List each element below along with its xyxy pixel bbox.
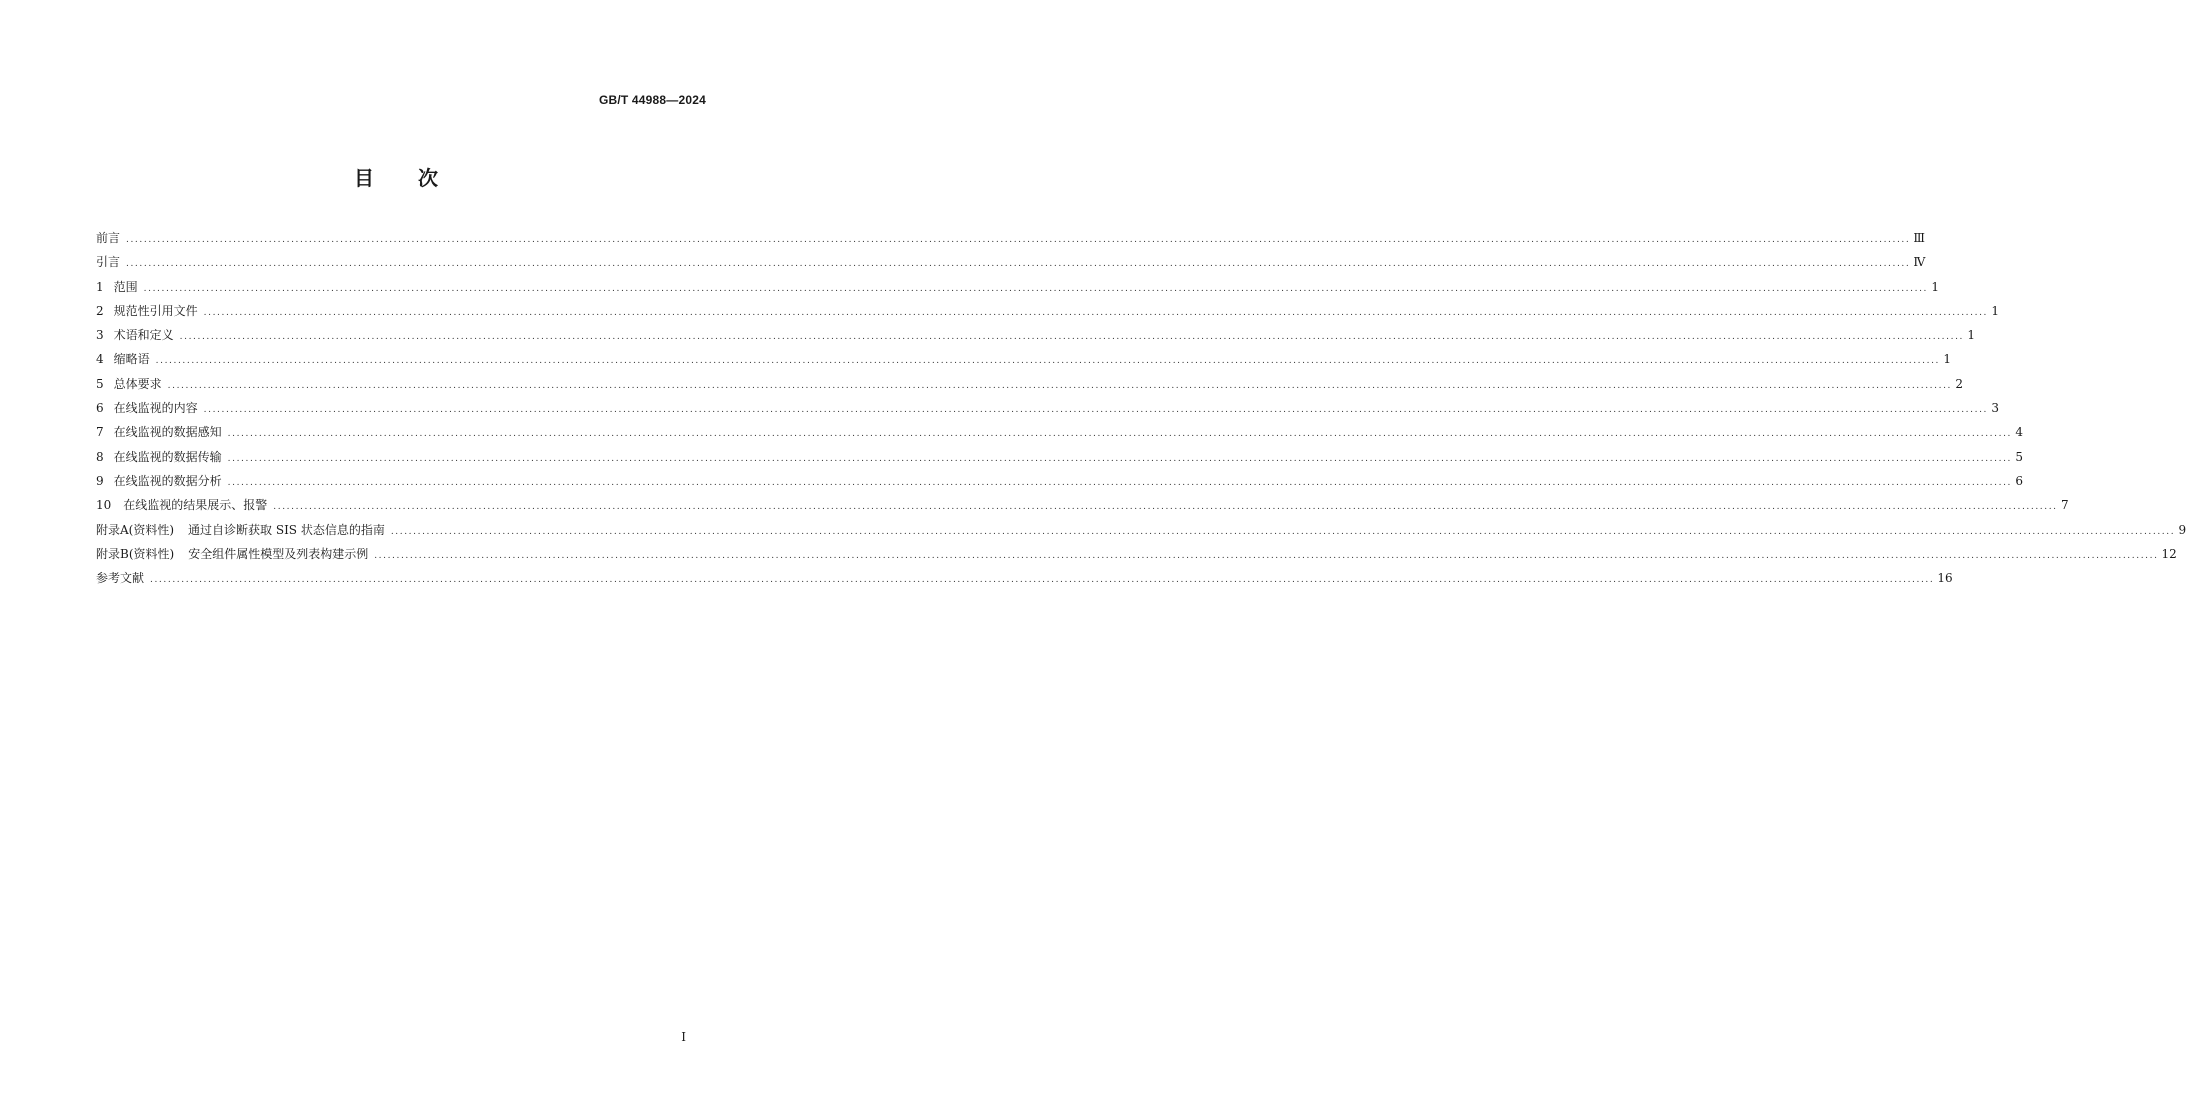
title-part-2: 次 xyxy=(418,166,438,190)
toc-entry-label: 范围 xyxy=(113,279,138,294)
toc-entry[interactable] xyxy=(96,275,1939,299)
toc-entry[interactable] xyxy=(96,445,2023,469)
toc-leader-dots: ................................................................................................................................................................................................................................................................................................................................................................................................................ xyxy=(143,283,1928,294)
toc-leader-dots: ................................................................................................................................................................................................................................................................................................................................................................................................................ xyxy=(203,405,1988,416)
table-of-contents xyxy=(96,226,2186,590)
toc-entry-page: Ⅳ xyxy=(1913,255,1926,270)
toc-leader-dots: ................................................................................................................................................................................................................................................................................................................................................................................................................ xyxy=(126,235,1911,245)
toc-entry[interactable] xyxy=(96,347,1951,371)
toc-entry-page: Ⅲ xyxy=(1913,231,1925,245)
toc-entry-number: 附录B(资料性) xyxy=(96,546,175,561)
toc-entry-page: 1 xyxy=(1943,352,1951,367)
toc-entry-label: 在线监视的数据感知 xyxy=(113,425,222,440)
toc-entry-page: 1 xyxy=(1931,279,1939,294)
toc-entry-label: 在线监视的结果展示、报警 xyxy=(123,498,268,513)
toc-entry-page: 12 xyxy=(2161,546,2177,561)
toc-entry-label: 在线监视的数据分析 xyxy=(113,473,222,488)
toc-entry-label: 术语和定义 xyxy=(113,328,174,343)
toc-leader-dots: ................................................................................................................................................................................................................................................................................................................................................................................................................ xyxy=(374,550,2159,561)
toc-entry-number: 4 xyxy=(96,352,104,367)
toc-entry-label: 前言 xyxy=(96,231,121,245)
toc-entry-page: 2 xyxy=(1955,376,1963,391)
toc-leader-dots: ................................................................................................................................................................................................................................................................................................................................................................................................................ xyxy=(203,307,1988,318)
standard-code: GB/T 44988—2024 xyxy=(598,93,706,107)
toc-entry-number: 2 xyxy=(96,303,104,318)
toc-leader-dots: ................................................................................................................................................................................................................................................................................................................................................................................................................ xyxy=(227,453,2012,464)
toc-entry-page: 3 xyxy=(1991,401,1999,416)
toc-leader-dots: ................................................................................................................................................................................................................................................................................................................................................................................................................ xyxy=(227,429,2012,440)
toc-entry-number: 9 xyxy=(96,473,104,488)
toc-entry[interactable] xyxy=(96,323,1975,347)
toc-entry[interactable] xyxy=(96,469,2023,493)
toc-entry[interactable] xyxy=(96,250,1926,274)
toc-leader-dots: ................................................................................................................................................................................................................................................................................................................................................................................................................ xyxy=(155,356,1940,367)
toc-leader-dots: ................................................................................................................................................................................................................................................................................................................................................................................................................ xyxy=(167,380,1952,391)
toc-entry-page: 16 xyxy=(1937,571,1953,586)
toc-entry-page: 1 xyxy=(1991,303,1999,318)
page-title xyxy=(0,162,792,191)
toc-entry-page: 5 xyxy=(2015,449,2023,464)
toc-entry-page: 1 xyxy=(1967,328,1975,343)
toc-entry[interactable] xyxy=(96,396,1999,420)
toc-entry-page: 9 xyxy=(2178,522,2186,537)
toc-entry-label: 在线监视的数据传输 xyxy=(113,449,222,464)
toc-entry[interactable] xyxy=(96,299,1999,323)
toc-entry-label: 安全组件属性模型及列表构建示例 xyxy=(188,546,369,561)
toc-entry-number: 6 xyxy=(96,401,104,416)
toc-entry-label: 引言 xyxy=(96,255,121,270)
toc-entry-label: 总体要求 xyxy=(113,376,162,391)
toc-entry[interactable] xyxy=(96,420,2023,444)
toc-entry[interactable] xyxy=(96,226,1925,250)
toc-leader-dots: ................................................................................................................................................................................................................................................................................................................................................................................................................ xyxy=(126,259,1911,270)
toc-entry-page: 6 xyxy=(2015,473,2023,488)
toc-leader-dots: ................................................................................................................................................................................................................................................................................................................................................................................................................ xyxy=(179,332,1964,343)
toc-entry[interactable] xyxy=(96,542,2177,566)
toc-entry-page: 4 xyxy=(2015,425,2023,440)
toc-entry-label: 通过自诊断获取 SIS 状态信息的指南 xyxy=(188,522,385,537)
toc-leader-dots: ................................................................................................................................................................................................................................................................................................................................................................................................................ xyxy=(390,526,2176,537)
toc-entry[interactable] xyxy=(96,493,2069,517)
toc-entry-label: 参考文献 xyxy=(96,571,145,586)
toc-entry[interactable] xyxy=(96,372,1963,396)
toc-entry-number: 3 xyxy=(96,328,104,343)
toc-leader-dots: ................................................................................................................................................................................................................................................................................................................................................................................................................ xyxy=(227,477,2012,488)
toc-entry-page: 7 xyxy=(2061,498,2069,513)
toc-entry[interactable] xyxy=(96,566,1953,590)
toc-entry-label: 在线监视的内容 xyxy=(113,401,198,416)
toc-entry-label: 缩略语 xyxy=(113,352,150,367)
toc-entry-label: 规范性引用文件 xyxy=(113,303,198,318)
toc-leader-dots: ................................................................................................................................................................................................................................................................................................................................................................................................................ xyxy=(150,575,1935,586)
toc-entry-number: 附录A(资料性) xyxy=(96,522,175,537)
toc-entry-number: 10 xyxy=(96,498,112,513)
toc-entry-number: 7 xyxy=(96,425,104,440)
toc-leader-dots: ................................................................................................................................................................................................................................................................................................................................................................................................................ xyxy=(273,502,2058,513)
toc-entry-number: 1 xyxy=(96,279,104,294)
toc-entry[interactable] xyxy=(96,518,2186,542)
page-number: I xyxy=(681,1030,686,1044)
toc-entry-number: 8 xyxy=(96,449,104,464)
toc-entry-number: 5 xyxy=(96,376,104,391)
title-part-1: 目 xyxy=(354,166,374,190)
